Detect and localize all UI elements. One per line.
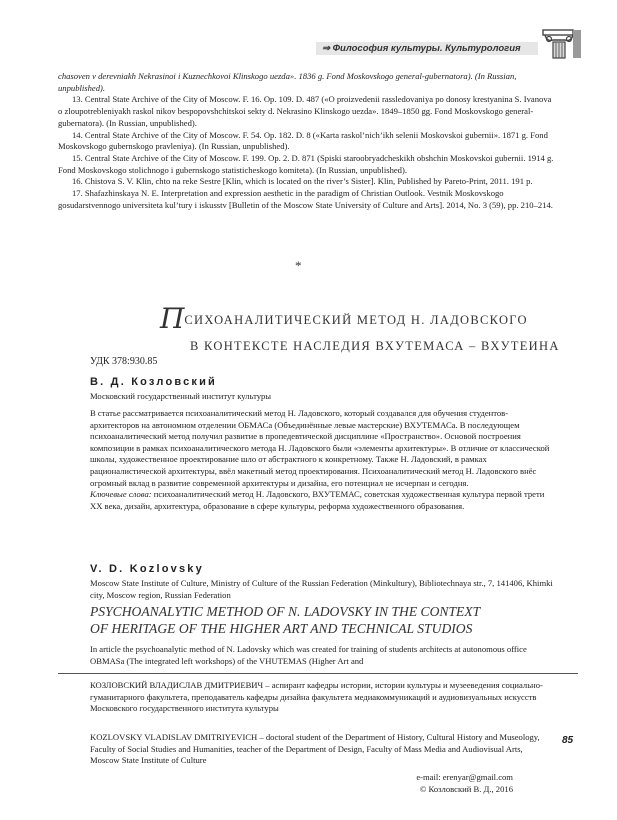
abstract-ru bbox=[90, 408, 550, 512]
email: e-mail: erenyar@gmail.com bbox=[416, 772, 513, 782]
reference-14: 14. Central State Archive of the City of Moscow. F. 54. Op. 182. D. 8 («Karta raskol’nich’ikh selenii Moskovskoi gubernii». 1871 g. Fond Moskovskogo gubernskogo pravleniya). (In Russian, unpublished). bbox=[58, 129, 548, 152]
reference-17: 17. Shafazhinskaya N. E. Interpretation and expression aesthetic in the paradigm of Christian Outlook. Vestnik Moskovskogo gosudarstvennogo universiteta kul’tury i iskusstv [Bulletin of the Moscow State University of Culture and Arts]. 2014, No. 3 (59), pp. 210–214. bbox=[58, 188, 553, 210]
references-list bbox=[58, 71, 556, 211]
reference-12-cont: chasoven v derevniakh Nekrasinoi i Kuznechkovoi Klinskogo uezda». 1836 g. Fond Moskovskogo general-gubernatora). (In Russian, unpublished). bbox=[58, 71, 517, 93]
title-line-2: В КОНТЕКСТЕ НАСЛЕДИЯ ВХУТЕМАСА – ВХУТЕИНА bbox=[190, 339, 560, 353]
udk-code: УДК 378:930.85 bbox=[90, 356, 158, 367]
author-name-en: V. D. Kozlovsky bbox=[90, 563, 204, 575]
author-name-ru: В. Д. Козловский bbox=[90, 376, 218, 388]
abstract-ru-text: В статье рассматривается психоаналитический метод Н. Ладовского, который создавался для обучения студентов-архитекторов на автономном отделении ОБМАСа (Объединённые левые мастерские) ВХУТЕМАСа. В последующем психоаналитический метод получил развитие в пропедевтической дисциплине «Пространство». Основой построения композиции в рамках психоаналитического метода Н. Ладовского были «элементы архитектуры». В отличие от классической школы, художественное проектирование шло от абстрактного к конкретному. Также Н. Ладовский, в рамках рационалистической архитектуры, ввёл макетный метод проектирования. Психоаналитический метод Н. Ладовского внёс огромный вклад в развитие современной архитектуры и дизайна, его потенциал не исчерпан и сегодня. bbox=[90, 408, 550, 488]
footer-divider bbox=[58, 673, 578, 674]
keywords-label: Ключевые слова: bbox=[90, 489, 152, 500]
title-line-1 bbox=[160, 302, 560, 335]
abstract-en: In article the psychoanalytic method of N. Ladovsky which was created for training of students architects at autonomous office OBMASa (The integrated left workshops) of the VHUTEMAS (Higher Art and bbox=[90, 644, 527, 666]
reference-16: 16. Chistova S. V. Klin, chto na reke Sestre [Klin, which is located on the river’s Sister]. Klin, Published by Pareto-Print, 2011. 191 p. bbox=[72, 176, 533, 187]
article-title-ru bbox=[160, 302, 560, 354]
article-title-en bbox=[90, 603, 560, 637]
reference-15: 15. Central State Archive of the City of Moscow. F. 199. Op. 2. D. 871 (Spiski staroobryadcheskikh obshchin Moskovskoi gubernii. 1914 g. Fond Moskovskogo stolichnogo i gubernskogo statisticheskogo komiteta). (In Russian, unpublished). bbox=[58, 152, 554, 175]
running-header bbox=[0, 0, 617, 60]
author-bio-en: KOZLOVSKY VLADISLAV DMITRIYEVICH – doctoral student of the Department of History, Cultural History and Museology, Faculty of Social Studies and Humanities, teacher of the Department of Design, Faculty of Mass Media and Audiovisual Arts, Moscow State Institute of Culture bbox=[90, 732, 540, 766]
section-separator: * bbox=[295, 258, 302, 273]
reference-13: 13. Central State Archive of the City of Moscow. F. 16. Op. 109. D. 487 («O proizvedenii rassledovaniya po donosy krestyanina S. Ivanova o zloupotrebleniyakh raskol nikov bespopovshchitskoi sekty d. Nekrasino Klinskogo uezda». 1849–1850 gg. Fond Moskovskogo general-gubernatora). (In Russian, unpublished). bbox=[58, 94, 552, 128]
title-en-line-2: OF HERITAGE OF THE HIGHER ART AND TECHNICAL STUDIOS bbox=[90, 621, 473, 636]
keywords-text: психоаналитический метод Н. Ладовского, ВХУТЕМАС, советская художественная культура первой трети XX века, дизайн, архитектура, образование в сфере культуры, реформа художественного образования. bbox=[90, 489, 545, 511]
title-drop-cap: П bbox=[160, 302, 185, 335]
title-en-line-1: PSYCHOANALYTIC METHOD OF N. LADOVSKY IN THE CONTEXT bbox=[90, 604, 481, 619]
section-title: ⇒ Философия культуры. Культурология bbox=[322, 43, 521, 54]
contact-block bbox=[416, 772, 513, 795]
author-bio-ru: КОЗЛОВСКИЙ ВЛАДИСЛАВ ДМИТРИЕВИЧ – аспирант кафедры истории, истории культуры и музееведения социально-гуманитарного факультета, преподаватель кафедры дизайна факультета медиакоммуникаций и аудиовизуальных искусств Московского государственного института культуры bbox=[90, 680, 543, 714]
page-number: 85 bbox=[562, 735, 574, 746]
keywords-ru bbox=[90, 489, 550, 512]
copyright: © Козловский В. Д., 2016 bbox=[419, 783, 513, 794]
affiliation-en: Moscow State Institute of Culture, Ministry of Culture of the Russian Federation (Minkultury), Bibliotechnaya str., 7, 141406, Khimki city, Moscow region, Russian Federation bbox=[90, 578, 553, 600]
affiliation-ru: Московский государственный институт культуры bbox=[90, 391, 272, 401]
title-line-1-text: СИХОАНАЛИТИЧЕСКИЙ МЕТОД Н. ЛАДОВСКОГО bbox=[184, 313, 528, 327]
column-capital-icon bbox=[541, 28, 583, 60]
